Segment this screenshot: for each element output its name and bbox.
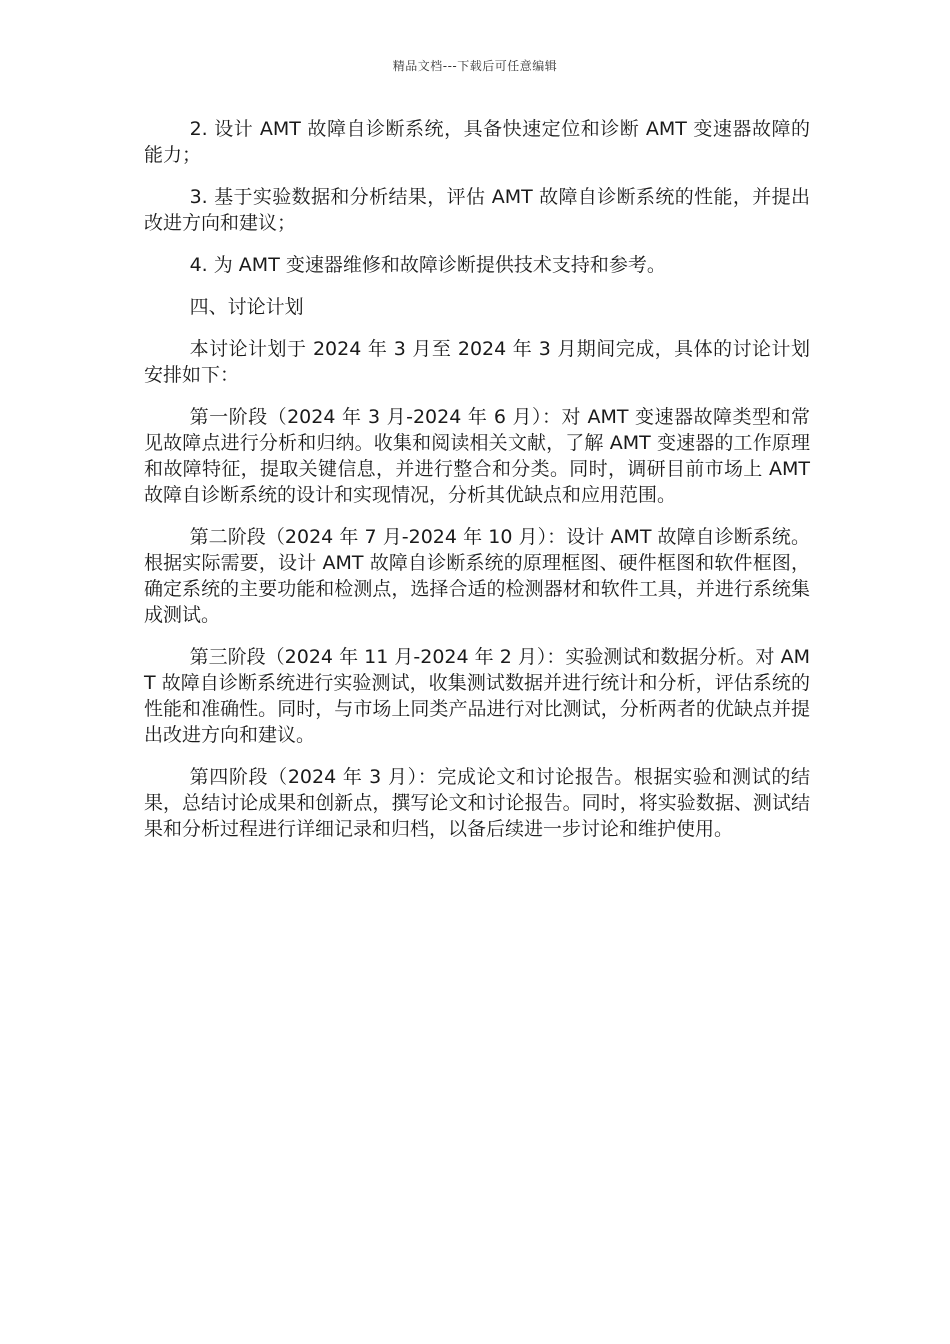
page-header: 精品文档---下载后可任意编辑 [392, 59, 558, 73]
paragraph-phase-4: 第四阶段（2024 年 3 月）：完成论文和讨论报告。根据实验和测试的结果，总结讨论成果和创新点，撰写论文和讨论报告。同时，将实验数据、测试结果和分析过程进行详细记录和归档，以备后续进一步讨论和维护使用。 [144, 766, 810, 840]
paragraph-phase-3: 第三阶段（2024 年 11 月-2024 年 2 月）：实验测试和数据分析。对 AMT 故障自诊断系统进行实验测试，收集测试数据并进行统计和分析，评估系统的性能和准确性。同时，与市场上同类产品进行对比测试，分析两者的优缺点并提出改进方向和建议。 [144, 646, 810, 746]
document-body [144, 116, 810, 858]
paragraph-goal-2: 2. 设计 AMT 故障自诊断系统，具备快速定位和诊断 AMT 变速器故障的能力； [144, 118, 810, 166]
paragraph-plan-intro: 本讨论计划于 2024 年 3 月至 2024 年 3 月期间完成，具体的讨论计划安排如下： [144, 338, 810, 386]
paragraph-goal-4: 4. 为 AMT 变速器维修和故障诊断提供技术支持和参考。 [189, 254, 666, 276]
section-heading-discussion-plan: 四、讨论计划 [189, 296, 304, 318]
paragraph-phase-1: 第一阶段（2024 年 3 月-2024 年 6 月）：对 AMT 变速器故障类型和常见故障点进行分析和归纳。收集和阅读相关文献，了解 AMT 变速器的工作原理和故障特征，提取关键信息，并进行整合和分类。同时，调研目前市场上 AMT 故障自诊断系统的设计和实现情况，分析其优缺点和应用范围。 [144, 406, 810, 506]
paragraph-phase-2: 第二阶段（2024 年 7 月-2024 年 10 月）：设计 AMT 故障自诊断系统。根据实际需要，设计 AMT 故障自诊断系统的原理框图、硬件框图和软件框图，确定系统的主要功能和检测点，选择合适的检测器材和软件工具，并进行系统集成测试。 [144, 526, 810, 626]
paragraph-goal-3: 3. 基于实验数据和分析结果，评估 AMT 故障自诊断系统的性能，并提出改进方向和建议； [144, 186, 810, 234]
